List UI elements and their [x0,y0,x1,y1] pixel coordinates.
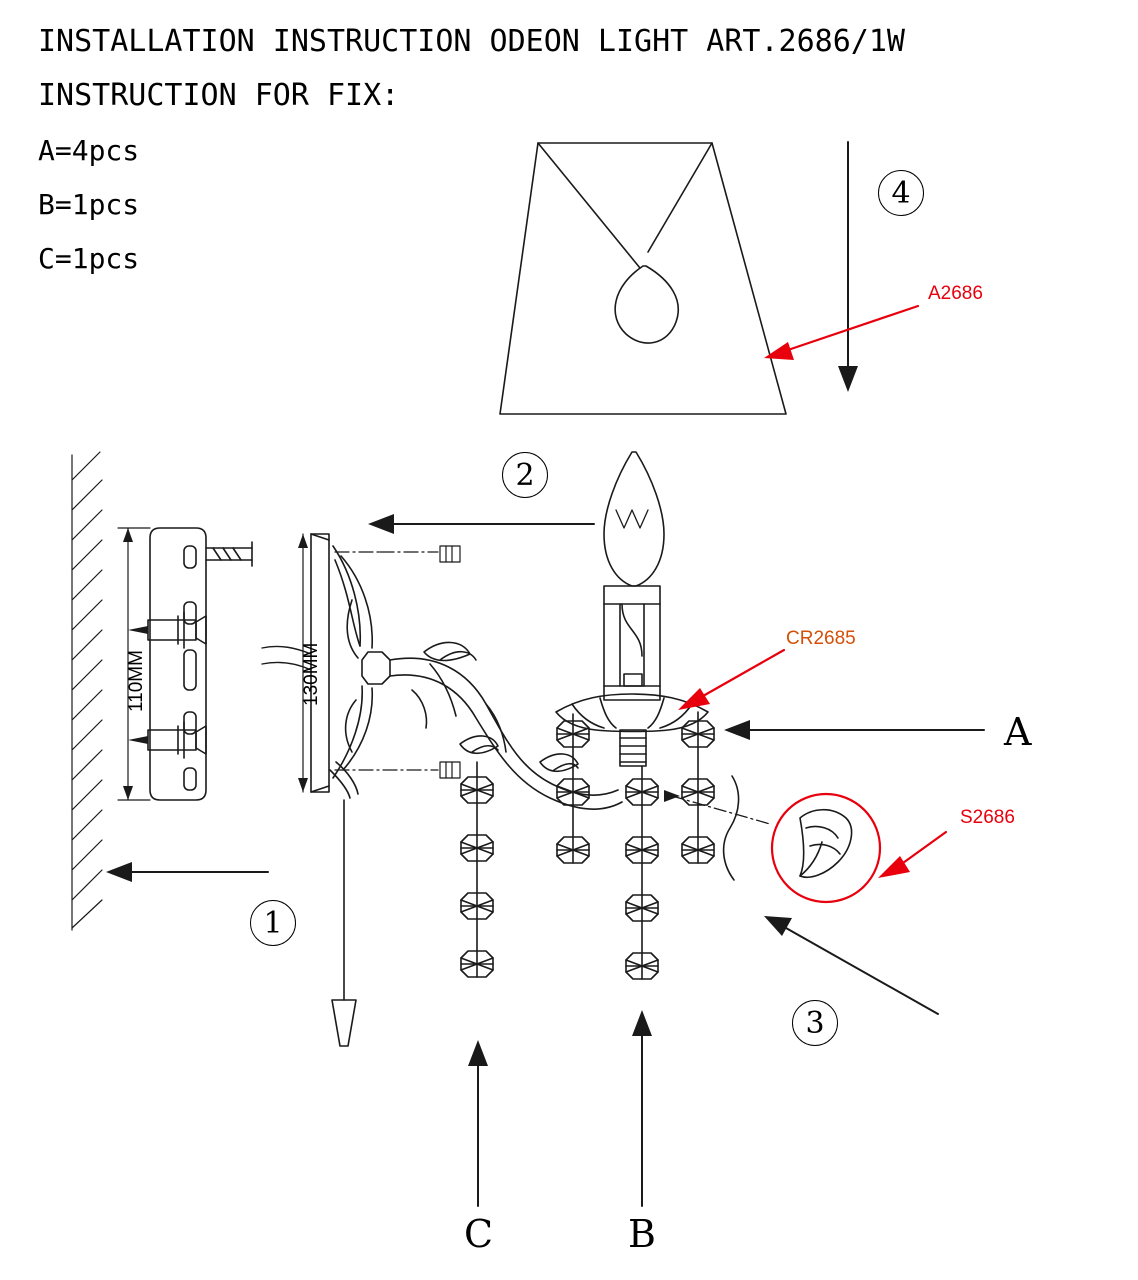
crystal-strand-3 [626,766,658,979]
bulb-socket [604,586,660,700]
dimension-label-130mm: 130MM [301,642,322,706]
step-marker-1: 1 [250,900,296,946]
part-quantity-b: B=1pcs [38,188,140,221]
screw-top [206,542,252,566]
part-quantity-a: A=4pcs [38,134,140,167]
arrow-step-4 [838,142,858,392]
arrow-callout-b [632,1010,652,1206]
detail-leaf [800,810,852,878]
arrow-a2686 [764,306,918,360]
crystal-strand-4 [682,712,714,863]
pull-switch-cord [330,762,358,1046]
dimension-label-110mm: 110MM [126,650,147,712]
arrow-s2686 [878,832,946,878]
arrow-step-2 [368,514,594,534]
candle-bulb [604,452,664,586]
crystal-strand-1 [461,762,493,977]
callout-letter-b: B [628,1212,656,1256]
crystal-strand-2 [557,714,589,863]
wall-hatching [72,452,102,930]
section-subtitle: INSTRUCTION FOR FIX: [38,78,400,113]
step-marker-2: 2 [502,452,548,498]
arrow-step-3 [764,916,938,1014]
wall-anchor-2 [128,722,206,758]
step-marker-4: 4 [878,170,924,216]
step-marker-3: 3 [792,1000,838,1046]
leaf-attachment-lead [664,776,770,880]
callout-letter-c: C [464,1212,494,1256]
part-quantity-c: C=1pcs [38,242,140,275]
part-code-s2686: S2686 [960,807,1015,828]
part-code-a2686: A2686 [928,283,983,304]
decor-leaf-cluster-left [333,546,390,778]
part-code-cr2685: CR2685 [786,628,856,649]
plate-screws [335,546,460,778]
arrow-callout-c [468,1040,488,1206]
arrow-step-1 [106,862,268,882]
lampshade-drawing [500,143,786,414]
wall-anchor-1 [128,612,206,648]
arrow-cr2685 [678,650,784,710]
callout-letter-a: A [1004,710,1032,754]
arrow-callout-a [724,720,984,740]
page-title: INSTALLATION INSTRUCTION ODEON LIGHT ART.2686/1W [38,24,905,59]
